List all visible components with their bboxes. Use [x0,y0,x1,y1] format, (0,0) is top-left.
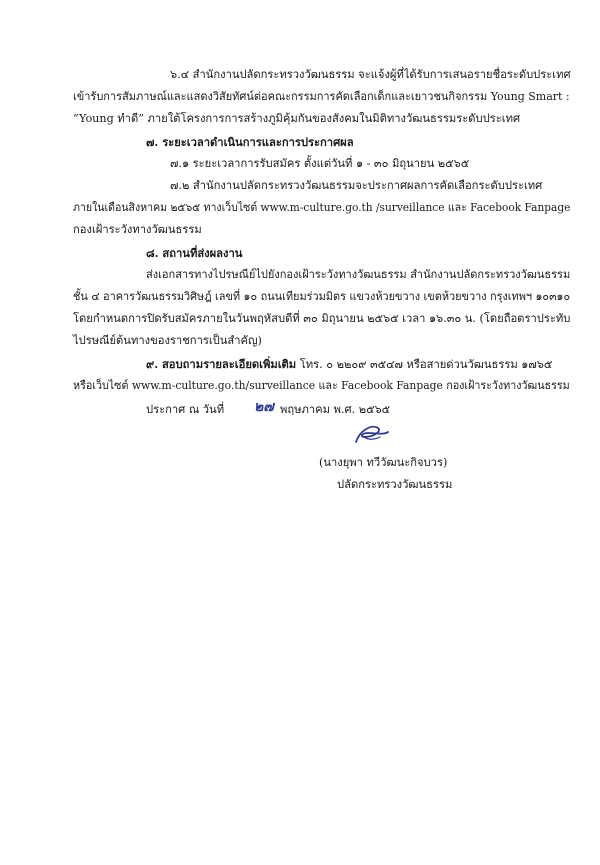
s7-item-2-line-3: กองเฝ้าระวังทางวัฒนธรรม [73,223,202,236]
s8-line-2: ชั้น ๔ อาคารวัฒนธรรมวิศิษฎ์ เลขที่ ๑๐ ถนนเทียมร่วมมิตร แขวงห้วยขวาง เขตห้วยขวาง กรุงเทพฯ ๑๐๓๑๐ [73,290,571,303]
s7-item-2-line-1: ๗.๒ สำนักงานปลัดกระทรวงวัฒนธรรมจะประกาศผลการคัดเลือกระดับประเทศ [170,179,543,192]
signatory-name: (นางยุพา ทวีวัฒนะกิจบวร) [319,456,448,469]
announce-suffix: พฤษภาคม พ.ศ. ๒๕๖๕ [280,403,391,416]
announce-prefix: ประกาศ ณ วันที่ [146,403,225,416]
s9-contact-phone: โทร. ๐ ๒๒๐๙ ๓๕๔๗ หรือสายด่วนวัฒนธรรม ๑๗๖๕ [296,358,553,371]
s8-line-1: ส่งเอกสารทางไปรษณีย์ไปยังกองเฝ้าระวังทางวัฒนธรรม สำนักงานปลัดกระทรวงวัฒนธรรม [146,268,571,281]
signature-image [350,420,394,450]
s8-line-4: ไปรษณีย์ต้นทางของราชการเป็นสำคัญ) [73,334,262,347]
s6-4-line-3: “Young ทำดี” ภายใต้โครงการการสร้างภูมิคุ้มกันของสังคมในมิติทางวัฒนธรรมระดับประเทศ [73,112,521,125]
section-7-heading: ๗. ระยะเวลาดำเนินการและการประกาศผล [146,135,354,149]
announce-day-handwritten: ๒๗ [254,399,274,415]
s9-line-2: หรือเว็บไซต์ www.m-culture.go.th/surveillance และ Facebook Fanpage กองเฝ้าระวังทางวัฒนธรรม [73,379,570,392]
s9-line-1 [146,355,552,374]
s6-4-line-2: เข้ารับการสัมภาษณ์และแสดงวิสัยทัศน์ต่อคณะกรรมการคัดเลือกเด็กและเยาวชนกิจกรรม Young Smart : [73,90,570,103]
s7-item-2-line-2: ภายในเดือนสิงหาคม ๒๕๖๕ ทางเว็บไซต์ www.m-culture.go.th /surveillance และ Facebook Fanpage [73,201,571,214]
s8-line-3: โดยกำหนดการปิดรับสมัครภายในวันพฤหัสบดีที่ ๓๐ มิถุนายน ๒๕๖๕ เวลา ๑๖.๓๐ น. (โดยถือตราประทับ [73,312,571,325]
section-9-heading: ๙. สอบถามรายละเอียดเพิ่มเติม [146,357,297,371]
s6-4-line-1: ๖.๔ สำนักงานปลัดกระทรวงวัฒนธรรม จะแจ้งผู้ที่ได้รับการเสนอรายชื่อระดับประเทศ [170,68,571,81]
s7-item-1: ๗.๑ ระยะเวลาการรับสมัคร ตั้งแต่วันที่ ๑ - ๓๐ มิถุนายน ๒๕๖๕ [170,157,470,170]
section-8-heading: ๘. สถานที่ส่งผลงาน [146,246,243,260]
signatory-position: ปลัดกระทรวงวัฒนธรรม [337,478,453,491]
